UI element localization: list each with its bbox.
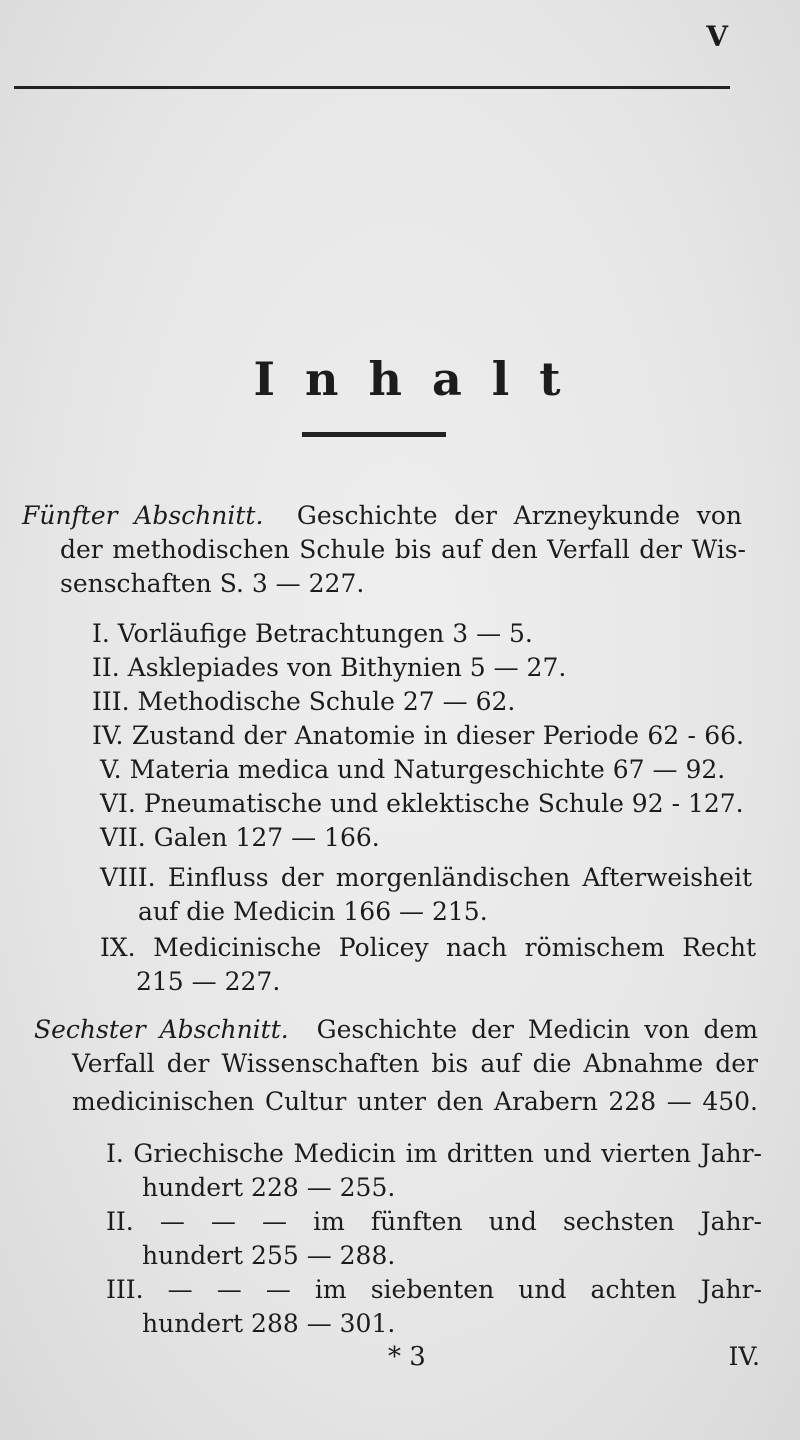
toc-entry xyxy=(92,686,515,718)
entry-text: Medicinische Policey nach römischem Recht xyxy=(153,933,756,962)
entry-text: Methodische Schule 27 — 62. xyxy=(137,687,516,716)
entry-number: V. xyxy=(100,755,122,784)
page-title: Inhalt xyxy=(253,352,591,406)
entry-number: VIII. xyxy=(100,863,156,892)
entry-number: VII. xyxy=(100,823,146,852)
toc-entry-continuation: 215 — 227. xyxy=(136,967,281,996)
toc-entry xyxy=(100,788,744,820)
page-number: V xyxy=(706,20,728,53)
toc-entry-continuation: hundert 255 — 288. xyxy=(142,1241,396,1270)
toc-entry-continuation: hundert 288 — 301. xyxy=(142,1309,396,1338)
entry-number: I. xyxy=(92,619,110,648)
title-rule xyxy=(302,432,446,437)
section-text: Geschichte der Arzneykunde von xyxy=(296,501,742,530)
toc-entry xyxy=(106,1206,762,1238)
entry-number: I. xyxy=(106,1139,124,1168)
entry-text: Vorläufige Betrachtungen 3 — 5. xyxy=(117,619,533,648)
toc-entry xyxy=(106,1138,762,1170)
section-label: Fünfter Abschnitt. xyxy=(22,501,264,530)
entry-number: III. xyxy=(92,687,130,716)
entry-number: VI. xyxy=(100,789,136,818)
toc-entry xyxy=(100,754,725,786)
toc-entry xyxy=(92,720,744,752)
entry-number: IX. xyxy=(100,933,136,962)
section-text: medicinischen Cultur unter den Arabern 228 — 450. xyxy=(72,1087,758,1116)
toc-entry xyxy=(92,652,566,684)
signature-mark: * 3 xyxy=(388,1342,426,1372)
toc-entry xyxy=(106,1274,762,1306)
entry-text: Griechische Medicin im dritten und vierten Jahr- xyxy=(133,1139,762,1168)
section-text: Geschichte der Medicin von dem xyxy=(316,1015,758,1044)
entry-text: Galen 127 — 166. xyxy=(153,823,380,852)
section-text: Verfall der Wissenschaften bis auf die Abnahme der xyxy=(72,1049,758,1078)
section-text: senschaften S. 3 — 227. xyxy=(60,569,365,598)
entry-text: Zustand der Anatomie in dieser Periode 62 - 66. xyxy=(131,721,744,750)
entry-text: — — — im fünften und sechsten Jahr- xyxy=(159,1207,762,1236)
entry-text: Pneumatische und eklektische Schule 92 - 127. xyxy=(143,789,744,818)
toc-entry xyxy=(100,932,756,964)
entry-number: III. xyxy=(106,1275,144,1304)
entry-text: — — — im siebenten und achten Jahr- xyxy=(167,1275,763,1304)
entry-text: Einfluss der morgenländischen Afterweisheit xyxy=(167,863,752,892)
entry-text: Asklepiades von Bithynien 5 — 27. xyxy=(127,653,567,682)
entry-number: II. xyxy=(106,1207,134,1236)
toc-entry-continuation: hundert 228 — 255. xyxy=(142,1173,396,1202)
toc-entry xyxy=(100,862,752,894)
toc-entry xyxy=(100,822,380,854)
entry-text: Materia medica und Naturgeschichte 67 — 92. xyxy=(129,755,726,784)
toc-entry xyxy=(92,618,533,650)
entry-number: II. xyxy=(92,653,120,682)
toc-entry-continuation: auf die Medicin 166 — 215. xyxy=(138,897,488,926)
catchword: IV. xyxy=(728,1342,760,1371)
section-heading-line xyxy=(22,500,742,532)
section-heading-line xyxy=(34,1014,758,1046)
header-rule xyxy=(14,86,730,89)
section-label: Sechster Abschnitt. xyxy=(34,1015,289,1044)
entry-number: IV. xyxy=(92,721,124,750)
section-text: der methodischen Schule bis auf den Verfall der Wis- xyxy=(60,535,746,564)
